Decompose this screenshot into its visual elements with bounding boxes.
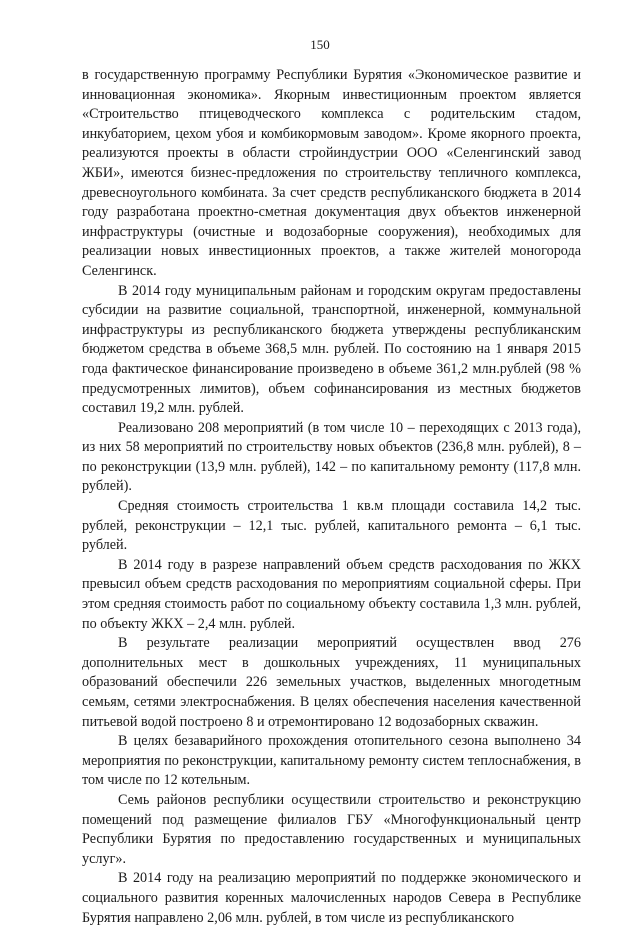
paragraph-9: В 2014 году на реализацию мероприятий по поддержке экономического и социального развития коренных малочисленных народов Севера в Республике Бурятия направлено 2,06 млн. рублей, в том числе из республиканского xyxy=(82,870,581,926)
paragraph-5: В 2014 году в разрезе направлений объем средств расходования по ЖКХ превысил объем средств расходования по мероприятиям социальной сферы. При этом средняя стоимость работ по социальному объекту составила 1,3 млн. рублей, по объекту ЖКХ – 2,4 млн. рублей. xyxy=(82,556,581,632)
paragraph-4: Средняя стоимость строительства 1 кв.м площади составила 14,2 тыс. рублей, реконструкции – 12,1 тыс. рублей, капитального ремонта – 6,1 тыс. рублей. xyxy=(82,498,581,554)
paragraph-2: В 2014 году муниципальным районам и городским округам предоставлены субсидии на развитие социальной, транспортной, инженерной, коммунальной инфраструктуры из республиканского бюджета утверждены республиканским бюджетом средства в объеме 368,5 млн. рублей. По состоянию на 1 января 2015 года фактическое финансирование произведено в объеме 361,2 млн.рублей (98 % предусмотренных лимитов), объем софинансирования из местных бюджетов составил 19,2 млн. рублей. xyxy=(82,282,581,417)
paragraph-7: В целях безаварийного прохождения отопительного сезона выполнено 34 мероприятия по реконструкции, капитальному ремонту систем теплоснабжения, в том числе по 12 котельным. xyxy=(82,733,581,789)
paragraph-8: Семь районов республики осуществили строительство и реконструкцию помещений под размещение филиалов ГБУ «Многофункциональный центр Республики Бурятия по предоставлению государственных и муниципальных услуг». xyxy=(82,791,581,867)
paragraph-1: в государственную программу Республики Бурятия «Экономическое развитие и инновационная экономика». Якорным инвестиционным проектом является «Строительство птицеводческого комплекса с родительским стадом, инкубаторием, цехом убоя и комбикормовым заводом». Кроме якорного проекта, реализуются проекты в области стройиндустрии ООО «Селенгинский завод ЖБИ», имеются бизнес-предложения по строительству тепличного комплекса, древесноугольного комбината. За счет средств республиканского бюджета в 2014 году разработана проектно-сметная документация двух объектов инженерной инфраструктуры (очистные и водозаборные сооружения), необходимых для реализации новых инвестиционных проектов, а также жителей моногорода Селенгинск. xyxy=(82,67,581,279)
paragraph-3: Реализовано 208 мероприятий (в том числе 10 – переходящих с 2013 года), из них 58 мероприятий по строительству новых объектов (236,8 млн. рублей), 8 – по реконструкции (13,9 млн. рублей), 142 – по капитальному ремонту (117,8 млн. рублей). xyxy=(82,419,581,495)
paragraph-6: В результате реализации мероприятий осуществлен ввод 276 дополнительных мест в дошкольных учреждениях, 11 муниципальных образований обеспечили 226 земельных участков, выделенных многодетным семьям, сетями электроснабжения. В целях обеспечения населения качественной питьевой водой построено 8 и отремонтировано 12 водозаборных скважин. xyxy=(82,635,581,730)
document-body xyxy=(82,66,581,928)
page-number: 150 xyxy=(310,37,330,52)
